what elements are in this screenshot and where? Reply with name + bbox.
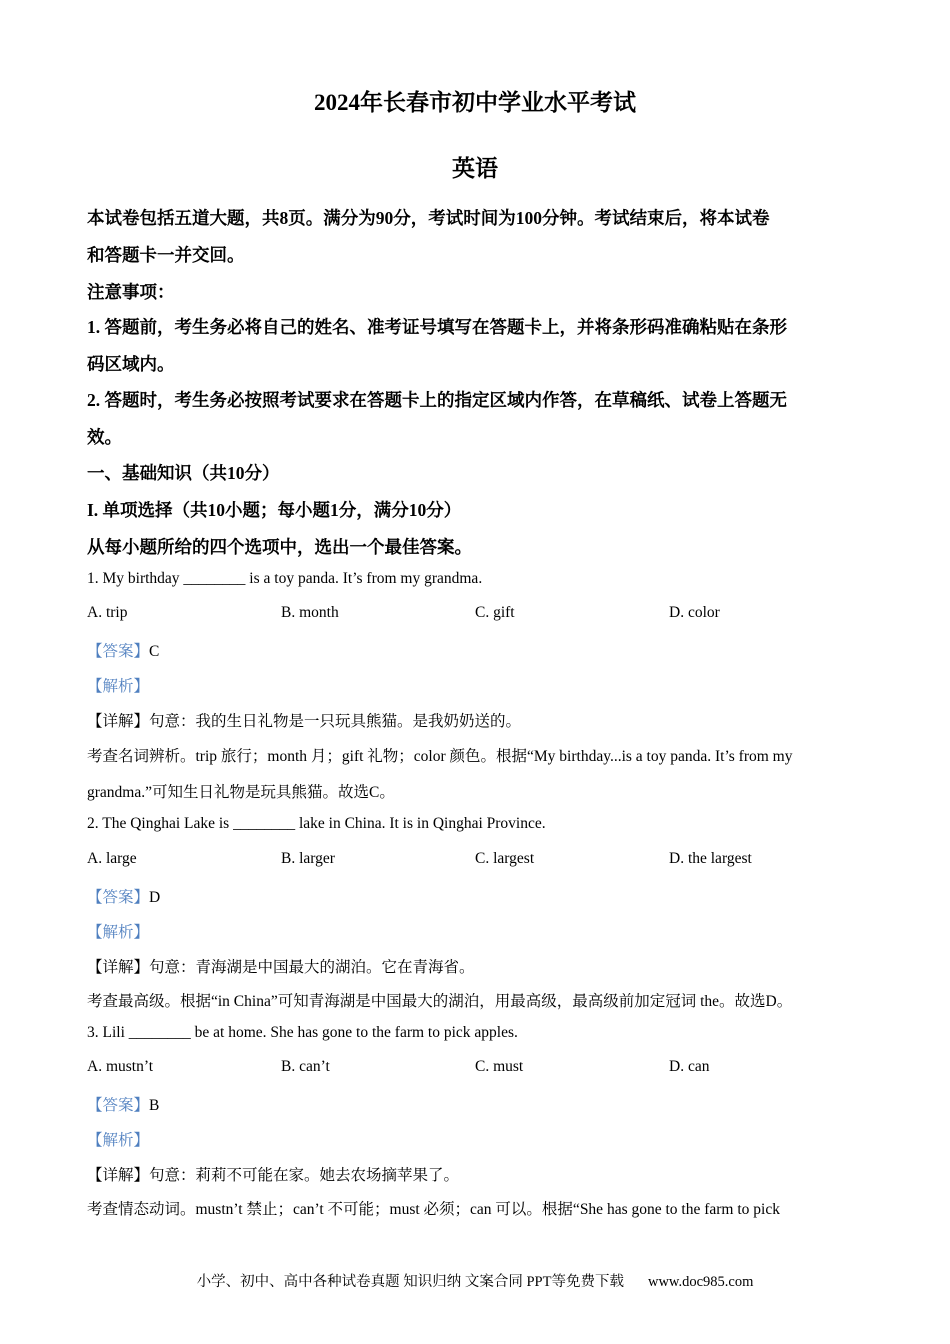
option-d: D. the largest <box>669 850 752 867</box>
detail-label: 【详解】 <box>87 713 150 730</box>
notice-heading: 注意事项： <box>87 282 175 302</box>
subject-title: 英语 <box>452 156 498 181</box>
part-instruction: 从每小题所给的四个选项中，选出一个最佳答案。 <box>87 537 472 557</box>
explanation-line-1: 考查最高级。根据“in China”可知青海湖是中国最大的湖泊，用最高级，最高级前加定冠词 the。故选D。 <box>87 993 793 1010</box>
detail-label: 【详解】 <box>87 959 150 976</box>
answer-line <box>87 885 160 907</box>
translation: 句意：莉莉不可能在家。她去农场摘苹果了。 <box>149 1167 460 1184</box>
option-a: A. large <box>87 850 137 867</box>
option-d: D. color <box>669 604 720 621</box>
detail-label: 【详解】 <box>87 1167 150 1184</box>
intro-line-1: 本试卷包括五道大题，共8页。满分为90分，考试时间为100分钟。考试结束后，将本试卷 <box>87 208 770 228</box>
notice-item-2-line-1: 2. 答题时，考生务必按照考试要求在答题卡上的指定区域内作答，在草稿纸、试卷上答题无 <box>87 390 787 410</box>
section-heading: 一、基础知识（共10分） <box>87 463 280 483</box>
answer-label: 【答案】 <box>87 1097 150 1114</box>
option-c: C. gift <box>475 604 515 621</box>
option-b: B. can’t <box>281 1058 330 1075</box>
answer-label: 【答案】 <box>87 643 150 660</box>
option-a: A. trip <box>87 604 128 621</box>
answer-line <box>87 1093 159 1115</box>
question-stem: 2. The Qinghai Lake is ________ lake in China. It is in Qinghai Province. <box>87 815 546 832</box>
answer-label: 【答案】 <box>87 889 150 906</box>
answer-value: D <box>149 889 161 906</box>
option-b: B. larger <box>281 850 335 867</box>
answer-line <box>87 639 159 661</box>
answer-value: B <box>149 1097 160 1114</box>
analysis-label: 【解析】 <box>87 678 150 695</box>
footer-link[interactable]: www.doc985.com <box>647 1274 754 1290</box>
part-heading: I. 单项选择（共10小题；每小题1分，满分10分） <box>87 500 462 520</box>
analysis-label: 【解析】 <box>87 1132 150 1149</box>
detail-line <box>87 709 521 731</box>
notice-item-1-line-1: 1. 答题前，考生务必将自己的姓名、准考证号填写在答题卡上，并将条形码准确粘贴在条形 <box>87 317 787 337</box>
option-a: A. mustn’t <box>87 1058 154 1075</box>
explanation-line-1: 考查名词辨析。trip 旅行；month 月；gift 礼物；color 颜色。根据“My birthday...is a toy panda. It’s from my <box>87 748 793 765</box>
translation: 句意：我的生日礼物是一只玩具熊猫。是我奶奶送的。 <box>149 713 522 730</box>
analysis-label: 【解析】 <box>87 924 150 941</box>
detail-line <box>87 955 475 977</box>
option-c: C. largest <box>475 850 535 867</box>
intro-line-2: 和答题卡一并交回。 <box>87 245 245 265</box>
option-d: D. can <box>669 1058 710 1075</box>
footer-text: 小学、初中、高中各种试卷真题 知识归纳 文案合同 PPT等免费下载 <box>196 1274 624 1290</box>
option-c: C. must <box>475 1058 524 1075</box>
question-stem: 1. My birthday ________ is a toy panda. It’s from my grandma. <box>87 570 483 587</box>
notice-item-1-line-2: 码区域内。 <box>87 354 175 374</box>
question-stem: 3. Lili ________ be at home. She has gone to the farm to pick apples. <box>87 1024 518 1041</box>
translation: 句意：青海湖是中国最大的湖泊。它在青海省。 <box>149 959 475 976</box>
option-b: B. month <box>281 604 339 621</box>
notice-item-2-line-2: 效。 <box>87 427 122 447</box>
detail-line <box>87 1163 459 1185</box>
explanation-line-2: grandma.”可知生日礼物是玩具熊猫。故选C。 <box>87 784 395 801</box>
page-footer <box>0 1270 950 1291</box>
exam-title: 2024年长春市初中学业水平考试 <box>314 90 636 115</box>
answer-value: C <box>149 643 160 660</box>
explanation-line-1: 考查情态动词。mustn’t 禁止；can’t 不可能；must 必须；can 可以。根据“She has gone to the farm to pick <box>87 1201 780 1218</box>
